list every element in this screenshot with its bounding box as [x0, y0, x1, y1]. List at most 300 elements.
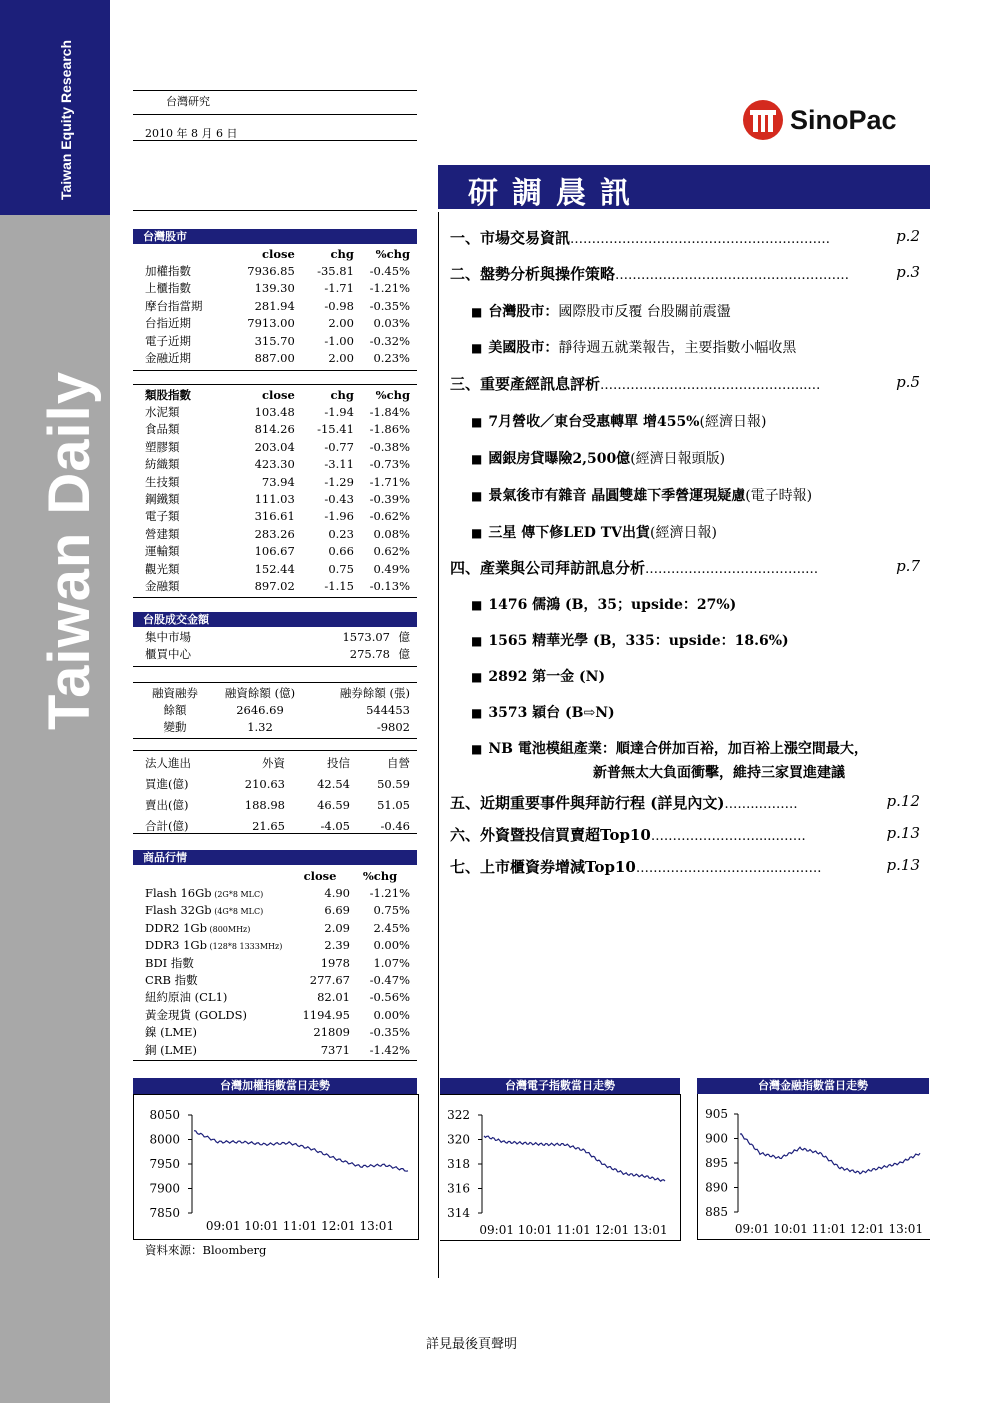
- table-cell: 0.03%: [373, 316, 410, 331]
- commodity-name: BDI 指數: [145, 955, 194, 970]
- bullet-title: 3573 穎台 (B⇨N): [488, 705, 615, 721]
- bullet-title: 2892 第一金 (N): [488, 669, 606, 685]
- bullet-item: [471, 448, 725, 468]
- table-cell: 46.59: [317, 797, 350, 812]
- table-cell: 生技類: [145, 474, 180, 489]
- table-cell: -35.81: [317, 264, 354, 279]
- table-cell: 275.78: [349, 647, 390, 662]
- commodity-spec: (2G*8 MLC): [211, 890, 264, 900]
- table-row: [145, 794, 410, 815]
- table-row: [145, 971, 410, 988]
- table-rule: [133, 682, 417, 683]
- table-cell: -0.73%: [369, 457, 410, 472]
- table-row: [145, 438, 410, 455]
- table-cell: 鋼鐵類: [145, 492, 180, 507]
- table-cell: 紡織類: [145, 457, 180, 472]
- section-heading-turnover: 台股成交金額: [133, 612, 417, 627]
- bullet-item: [471, 594, 736, 614]
- table-cell: -0.56%: [369, 990, 410, 1005]
- table-cell: 7371: [320, 1042, 350, 1057]
- column-header: 投信: [327, 755, 350, 770]
- table-cell: 營建類: [145, 526, 180, 541]
- chart-financial: [697, 1094, 930, 1240]
- bullet-item: [471, 666, 605, 686]
- table-cell: 合計(億): [145, 818, 189, 833]
- header-date: 2010 年 8 月 6 日: [145, 127, 238, 140]
- table-cell: 281.94: [254, 298, 295, 313]
- sidebar-banner: [0, 0, 110, 215]
- bullet-item: [471, 630, 789, 650]
- column-header: %chg: [375, 387, 410, 402]
- table-cell: -0.45%: [369, 264, 410, 279]
- table-cell: 摩台指當期: [145, 298, 203, 313]
- table-rule: [133, 750, 417, 751]
- table-row: [145, 349, 410, 366]
- table-cell: -4.05: [320, 818, 350, 833]
- toc-page: p.13: [886, 824, 920, 842]
- toc-page: p.7: [896, 557, 920, 575]
- toc-leader: ……..………: [724, 797, 798, 812]
- table-rule: [133, 384, 417, 385]
- column-header: [145, 867, 290, 884]
- table-cell: 塑膠類: [145, 439, 180, 454]
- table-row: [145, 332, 410, 349]
- table-cell: 188.98: [244, 797, 285, 812]
- table-row: [145, 543, 410, 560]
- table-cell: 50.59: [377, 776, 410, 791]
- bullet-source: 靜待週五就業報告，主要指數小幅收黑: [558, 340, 797, 356]
- table-cell: 1194.95: [302, 1007, 350, 1022]
- table-header-row: [145, 684, 410, 701]
- header-rule: [133, 114, 417, 115]
- table-cell: 電子近期: [145, 333, 191, 348]
- section-heading-commodities: 商品行情: [133, 850, 417, 865]
- table-cell: 6.69: [324, 903, 350, 918]
- x-tick-labels: 09:01 10:01 11:01 12:01 13:01: [479, 1223, 668, 1237]
- column-header: 融資餘額 (億): [224, 685, 296, 700]
- table-cell: 食品類: [145, 422, 180, 437]
- table-cell: 21809: [313, 1025, 350, 1040]
- section-heading-taiwan-market: 台灣股市: [133, 229, 417, 244]
- chart-taiex: [133, 1094, 419, 1240]
- toc-leader: ………………………………………………: [615, 268, 850, 283]
- table-cell: 金融類: [145, 578, 180, 593]
- bullet-item: [471, 337, 796, 357]
- y-tick-label: 885: [705, 1205, 728, 1219]
- bullet-square-icon: ■: [471, 742, 483, 756]
- table-cell: 152.44: [254, 561, 295, 576]
- y-tick-label: 905: [705, 1107, 728, 1121]
- bullet-source: (經濟日報): [699, 414, 767, 430]
- table-rule: [133, 666, 417, 667]
- bullet-item: [471, 738, 868, 758]
- bullet-square-icon: ■: [471, 598, 483, 612]
- column-header: 外資: [262, 755, 285, 770]
- table-cell: -1.84%: [369, 405, 410, 420]
- footer-disclaimer: 詳見最後頁聲明: [426, 1337, 518, 1352]
- table-cell: 2.45%: [373, 920, 410, 935]
- table-row: [145, 456, 410, 473]
- table-cell: 櫃買中心: [145, 647, 191, 662]
- toc-page: p.12: [886, 792, 920, 810]
- table-row: [145, 421, 410, 438]
- bullet-square-icon: ■: [471, 706, 483, 720]
- bullet-title: 景氣後市有雜音 晶圓雙雄下季營運現疑慮: [488, 488, 746, 504]
- bullet-title: 台灣股市：: [488, 304, 559, 320]
- series-line: [484, 1136, 665, 1181]
- y-tick-label: 8050: [149, 1108, 180, 1122]
- table-cell: -0.32%: [369, 333, 410, 348]
- table-cell: 139.30: [254, 281, 295, 296]
- table-row: [145, 577, 410, 594]
- toc-entry: [450, 856, 920, 876]
- taiwan-market-table: [145, 245, 410, 367]
- table-cell: -0.35%: [369, 1025, 410, 1040]
- table-row: [145, 989, 410, 1006]
- toc-entry: [450, 373, 920, 393]
- commodity-name: 銅 (LME): [145, 1042, 197, 1057]
- table-cell: 2.00: [328, 351, 354, 366]
- table-cell: 0.66: [328, 544, 354, 559]
- commodity-spec: (800MHz): [206, 924, 251, 934]
- column-header: chg: [330, 387, 354, 402]
- table-cell: 1.32: [247, 720, 273, 735]
- bullet-item: [471, 485, 812, 505]
- table-cell: 億: [398, 647, 410, 662]
- table-row: [145, 1006, 410, 1023]
- table-row: [145, 490, 410, 507]
- column-header: close: [303, 868, 337, 883]
- y-tick-label: 7850: [149, 1206, 180, 1220]
- table-row: [145, 919, 410, 936]
- table-row: [145, 508, 410, 525]
- table-cell: -0.38%: [369, 439, 410, 454]
- y-tick-label: 316: [447, 1181, 470, 1196]
- table-cell: 0.00%: [373, 938, 410, 953]
- table-cell: -1.94: [324, 405, 354, 420]
- commodity-spec: (128*8 1333MHz): [206, 942, 283, 952]
- table-row: [145, 645, 410, 662]
- bullet-title: 美國股市：: [488, 340, 559, 356]
- bullet-square-icon: ■: [471, 415, 483, 429]
- table-cell: 73.94: [261, 474, 295, 489]
- table-rule: [133, 597, 417, 598]
- toc-entry: [450, 557, 920, 577]
- chart-electronics: [440, 1094, 681, 1241]
- table-cell: 897.02: [254, 578, 295, 593]
- table-cell: 觀光類: [145, 561, 180, 576]
- bullet-source: 國際股市反覆 台股關前震盪: [558, 304, 731, 320]
- commodity-name: Flash 16Gb (2G*8 MLC): [145, 886, 264, 901]
- series-line: [740, 1134, 920, 1174]
- toc-leader: …………………………...……….: [635, 861, 822, 876]
- commodity-name: 紐約原油 (CL1): [145, 990, 228, 1005]
- commodities-table: [145, 867, 410, 1058]
- toc-page: p.3: [896, 263, 920, 281]
- table-rule: [133, 833, 417, 834]
- table-header-row: [145, 867, 410, 884]
- table-cell: 544453: [366, 703, 410, 718]
- table-cell: 2.09: [324, 920, 350, 935]
- column-header: %chg: [375, 246, 410, 261]
- table-cell: 餘額: [163, 703, 187, 718]
- table-cell: -1.29: [324, 474, 354, 489]
- column-header: 自營: [387, 755, 410, 770]
- table-cell: 103.48: [254, 405, 295, 420]
- table-cell: -0.39%: [369, 492, 410, 507]
- bullet-square-icon: ■: [471, 305, 483, 319]
- table-cell: 82.01: [317, 990, 350, 1005]
- table-cell: 集中市場: [145, 629, 191, 644]
- sector-table: [145, 386, 410, 595]
- table-cell: -0.35%: [369, 298, 410, 313]
- table-cell: 1573.07: [342, 629, 390, 644]
- bullet-title: 1476 儒鴻 (B，35；upside：27%): [488, 597, 737, 613]
- column-header: close: [261, 387, 295, 402]
- column-header: %chg: [362, 868, 398, 883]
- margin-table: [145, 684, 410, 736]
- y-tick-label: 318: [447, 1157, 470, 1171]
- table-cell: 台指近期: [145, 316, 191, 331]
- table-row: [145, 1024, 410, 1041]
- table-cell: 1978: [320, 955, 350, 970]
- toc-page: p.13: [886, 856, 920, 874]
- column-header: chg: [330, 246, 354, 261]
- brand-logo: [742, 100, 897, 140]
- table-cell: 1.07%: [373, 955, 410, 970]
- bullet-item: [471, 301, 731, 321]
- y-tick-label: 895: [705, 1156, 728, 1170]
- bullet-item: [471, 702, 615, 722]
- table-cell: 0.62%: [373, 544, 410, 559]
- table-cell: 買進(億): [145, 776, 189, 791]
- table-cell: -0.46: [380, 818, 410, 833]
- table-cell: -15.41: [317, 422, 354, 437]
- table-row: [145, 473, 410, 490]
- table-cell: 運輸類: [145, 544, 180, 559]
- bullet-continuation: 新普無太大負面衝擊，維持三家買進建議: [593, 765, 845, 781]
- table-row: [145, 1041, 410, 1058]
- bullet-title: NB 電池模組產業：順達合併加百裕，加百裕上漲空間最大，: [488, 741, 868, 757]
- table-cell: -1.42%: [369, 1042, 410, 1057]
- x-tick-labels: 09:01 10:01 11:01 12:01 13:01: [734, 1222, 924, 1236]
- table-cell: 0.08%: [373, 526, 410, 541]
- table-cell: 2.39: [324, 938, 350, 953]
- table-row: [145, 262, 410, 279]
- table-row: [145, 937, 410, 954]
- table-row: [145, 902, 410, 919]
- commodity-name: 鎳 (LME): [145, 1025, 197, 1040]
- table-cell: -1.21%: [369, 281, 410, 296]
- table-cell: 203.04: [254, 439, 295, 454]
- table-cell: -0.98: [324, 298, 354, 313]
- commodity-name: DDR2 1Gb (800MHz): [145, 920, 251, 935]
- table-cell: 887.00: [254, 351, 295, 366]
- toc-leader: ……………………………………………………: [570, 232, 831, 247]
- column-header: 融資融券: [152, 685, 198, 700]
- table-cell: 283.26: [254, 526, 295, 541]
- bullet-title: 國銀房貸曝險2,500億: [488, 451, 631, 467]
- header-rule: [133, 90, 417, 91]
- table-rule: [133, 738, 417, 739]
- toc-label: 二、盤勢分析與操作策略: [450, 265, 616, 283]
- table-cell: 2.00: [328, 316, 354, 331]
- table-cell: -0.13%: [369, 578, 410, 593]
- sidebar-top-label: Taiwan Equity Research: [58, 39, 74, 200]
- bullet-source: (經濟日報頭版): [630, 451, 726, 467]
- chart-title-electronics: 台灣電子指數當日走勢: [440, 1078, 680, 1094]
- table-cell: 814.26: [254, 422, 295, 437]
- commodity-name: Flash 32Gb (4G*8 MLC): [145, 903, 264, 918]
- table-cell: 106.67: [254, 544, 295, 559]
- x-tick-labels: 09:01 10:01 11:01 12:01 13:01: [205, 1219, 395, 1233]
- toc-label: 一、市場交易資訊: [450, 229, 571, 247]
- table-cell: -0.77: [324, 439, 354, 454]
- table-header-row: [145, 245, 410, 262]
- table-cell: 51.05: [377, 797, 410, 812]
- column-header: [145, 245, 232, 262]
- bullet-square-icon: ■: [471, 526, 483, 540]
- turnover-table: [145, 628, 410, 663]
- table-cell: -1.71%: [369, 474, 410, 489]
- table-row: [145, 315, 410, 332]
- toc-label: 四、產業與公司拜訪訊息分析: [450, 559, 646, 577]
- commodity-name: 黃金現貨 (GOLDS): [145, 1007, 247, 1022]
- table-row: [145, 628, 410, 645]
- sinopac-logo-icon: [742, 99, 784, 141]
- table-cell: 億: [398, 629, 410, 644]
- table-cell: 42.54: [317, 776, 350, 791]
- toc-label: 五、近期重要事件與拜訪行程 (詳見內文): [450, 794, 725, 812]
- table-cell: 0.49%: [373, 561, 410, 576]
- table-cell: 0.75%: [373, 903, 410, 918]
- table-cell: -0.47%: [369, 973, 410, 988]
- y-tick-label: 7950: [149, 1157, 180, 1171]
- bullet-source: (經濟日報): [650, 525, 717, 541]
- report-title-bar: [438, 165, 930, 209]
- table-cell: 7913.00: [247, 316, 295, 331]
- toc-entry: [450, 792, 920, 812]
- report-title: 研調晨訊: [468, 176, 644, 211]
- toc-entry: [450, 263, 920, 283]
- table-cell: 0.75: [328, 561, 354, 576]
- table-cell: 0.23: [328, 526, 354, 541]
- chart-title-financial: 台灣金融指數當日走勢: [697, 1078, 929, 1094]
- table-cell: 210.63: [244, 776, 285, 791]
- table-cell: 上櫃指數: [145, 281, 191, 296]
- table-row: [145, 701, 410, 718]
- toc-page: p.2: [896, 227, 920, 245]
- table-cell: 變動: [163, 720, 187, 735]
- chart-source: 資料來源：Bloomberg: [145, 1243, 267, 1257]
- column-header: 類股指數: [145, 387, 191, 402]
- table-cell: 423.30: [254, 457, 295, 472]
- header-rule: [133, 210, 417, 211]
- y-tick-label: 890: [705, 1180, 728, 1195]
- table-cell: -0.43: [324, 492, 354, 507]
- sidebar-big-label: Taiwan Daily: [37, 370, 102, 730]
- chart-title-taiex: 台灣加權指數當日走勢: [133, 1078, 417, 1094]
- table-cell: 7936.85: [247, 264, 295, 279]
- table-cell: 加權指數: [145, 264, 191, 279]
- table-cell: -1.96: [324, 509, 354, 524]
- toc-label: 三、重要產經訊息評析: [450, 375, 601, 393]
- table-cell: 111.03: [254, 492, 295, 507]
- table-cell: 277.67: [309, 973, 350, 988]
- column-header: 融券餘額 (張): [339, 685, 410, 700]
- brand-name: SinoPac: [790, 104, 897, 135]
- column-header: 法人進出: [145, 755, 191, 770]
- y-tick-label: 314: [447, 1206, 470, 1220]
- commodity-name: CRB 指數: [145, 973, 198, 988]
- bullet-square-icon: ■: [471, 452, 483, 466]
- bullet-square-icon: ■: [471, 634, 483, 648]
- table-cell: 2646.69: [236, 703, 284, 718]
- bullet-title: 1565 精華光學 (B，335：upside：18.6%): [488, 633, 789, 649]
- toc-entry: [450, 824, 920, 844]
- institutional-table: [145, 752, 410, 836]
- table-row: [145, 403, 410, 420]
- toc-label: 七、上市櫃資券增減Top10: [450, 858, 636, 876]
- table-row: [145, 773, 410, 794]
- y-tick-label: 900: [705, 1131, 728, 1146]
- table-row: [145, 525, 410, 542]
- bullet-source: (電子時報): [745, 488, 813, 504]
- table-cell: 0.23%: [373, 351, 410, 366]
- table-header-row: [145, 752, 410, 773]
- table-cell: -1.71: [324, 281, 354, 296]
- table-cell: -9802: [376, 720, 410, 735]
- column-header: close: [261, 246, 295, 261]
- table-cell: 賣出(億): [145, 797, 189, 812]
- y-tick-label: 322: [447, 1108, 470, 1122]
- toc-page: p.5: [896, 373, 920, 391]
- table-rule: [133, 370, 417, 371]
- toc-leader: ……………………………….…: [645, 562, 819, 577]
- bullet-title: 三星 傳下修LED TV出貨: [488, 525, 651, 541]
- bullet-item: [471, 522, 717, 542]
- table-cell: 4.90: [324, 886, 350, 901]
- table-cell: 315.70: [254, 333, 295, 348]
- bullet-square-icon: ■: [471, 341, 483, 355]
- y-tick-label: 320: [447, 1132, 470, 1147]
- table-rule: [133, 1060, 417, 1061]
- commodity-spec: (4G*8 MLC): [211, 907, 264, 917]
- y-tick-label: 8000: [149, 1132, 180, 1147]
- table-row: [145, 719, 410, 736]
- bullet-square-icon: ■: [471, 489, 483, 503]
- header-category: 台灣研究: [166, 95, 210, 108]
- table-cell: 21.65: [252, 818, 285, 833]
- table-header-row: [145, 386, 410, 403]
- table-cell: -1.00: [324, 333, 354, 348]
- table-cell: 0.00%: [373, 1007, 410, 1022]
- column-divider: [438, 212, 439, 1278]
- header-rule: [133, 140, 417, 141]
- table-cell: 電子類: [145, 509, 180, 524]
- toc-entry: [450, 227, 920, 247]
- table-cell: 316.61: [254, 509, 295, 524]
- table-row: [145, 884, 410, 901]
- series-line: [194, 1131, 408, 1172]
- table-row: [145, 954, 410, 971]
- toc-leader: ………………………………………...…: [600, 378, 821, 393]
- table-cell: -1.86%: [369, 422, 410, 437]
- table-cell: 金融近期: [145, 351, 191, 366]
- table-cell: -0.62%: [369, 509, 410, 524]
- commodity-name: DDR3 1Gb (128*8 1333MHz): [145, 938, 283, 953]
- bullet-title: 7月營收／東台受惠轉單 增455%: [488, 414, 700, 430]
